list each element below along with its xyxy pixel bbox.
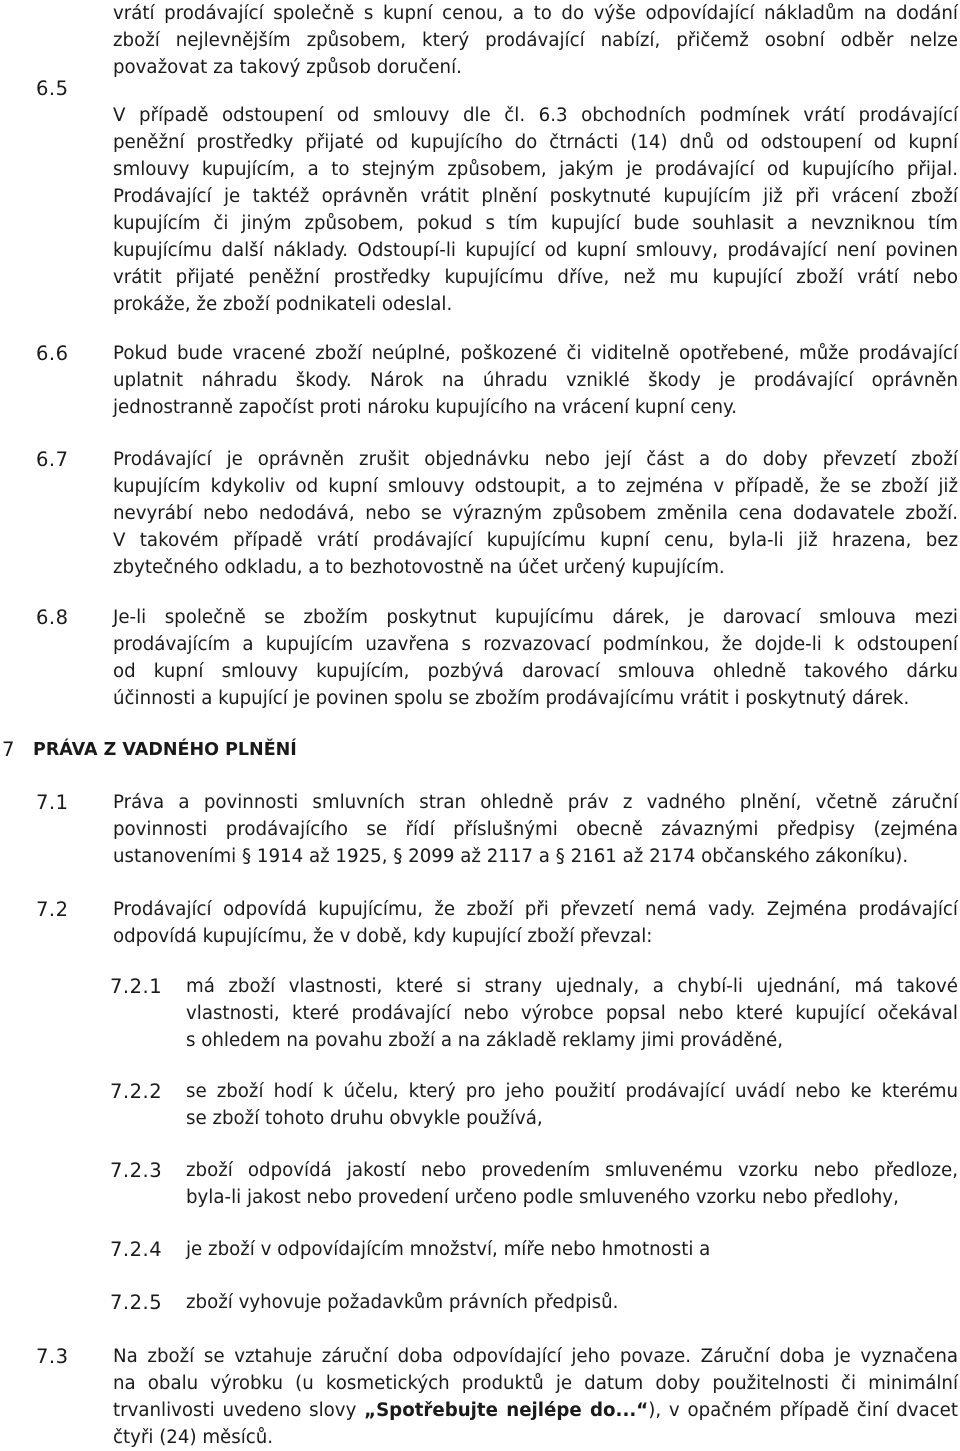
paragraph-7-3 [113,1343,958,1451]
text-line: povinnosti prodávajícího se řídí příslušnými obecně závaznými předpisy (zejména [113,819,958,840]
text-line: kupujícímu další náklady. Odstoupí-li kupující od kupní smlouvy, prodávající není povinen [113,240,958,261]
section-number: 6.8 [36,606,69,629]
subsection-number: 7.2.5 [110,1291,163,1314]
text-line: jednostranně započíst proti nároku kupujícího na vrácení kupní ceny. [113,397,738,418]
text-line: Prodávající odpovídá kupujícímu, že zboží při převzetí nemá vady. Zejména prodávající [113,899,958,920]
text-line: Pokud bude vracené zboží neúplné, poškozené či viditelně opotřebené, může prodávající [113,343,958,364]
text-line: prokáže, že zboží podnikateli odeslal. [113,294,453,315]
paragraph-6-8 [113,604,958,712]
text-line: nevyrábí nebo nedodává, nebo se výrazným způsobem změnila cena dodavatele zboží. [113,503,958,524]
text-line: je zboží v odpovídajícím množství, míře nebo hmotnosti a [186,1239,711,1260]
text-line: Na zboží se vztahuje záruční doba odpovídající jeho povaze. Záruční doba je vyznačena [113,1346,958,1367]
text-line: kupujícím či jiným způsobem, pokud s tím kupující bude souhlasit a nevzniknou tím [113,213,958,234]
text-line: se zboží tohoto druhu obvykle používá, [186,1108,543,1129]
section-number: 6.7 [36,448,69,471]
text-line: zboží vyhovuje požadavkům právních předpisů. [186,1292,619,1313]
text-line: prodávajícím a kupujícím uzavřena s rozvazovací podmínkou, že dojde-li k odstoupení [113,634,958,655]
bold-phrase: „Spotřebujte nejlépe do...“ [364,1400,649,1421]
text-line: Prodávající je taktéž oprávněn vrátit plnění poskytnuté kupujícím již při vrácení zboží [113,186,958,207]
text-line: byla-li jakost nebo provedení určeno podle smluveného vzorku nebo předlohy, [186,1187,899,1208]
text-line: kupujícím kdykoliv od kupní smlouvy odstoupit, a to zejména v případě, že se zboží již [113,476,958,497]
text-line: odpovídá kupujícímu, že v době, kdy kupující zboží převzal: [113,926,653,947]
paragraph-6-5 [113,102,958,318]
text-line: V takovém případě vrátí prodávající kupujícímu kupní cenu, byla-li již hrazena, bez [113,530,958,551]
text-line: peněžní prostředky přijaté od kupujícího do čtrnácti (14) dnů od odstoupení od kupní [113,132,958,153]
text-line: Práva a povinnosti smluvních stran ohledně práv z vadného plnění, včetně záruční [113,792,958,813]
text-line: má zboží vlastnosti, které si strany ujednaly, a chybí-li ujednání, má takové [186,976,958,997]
section-number: 7.1 [36,791,69,814]
text-line: V případě odstoupení od smlouvy dle čl. 6.3 obchodních podmínek vrátí prodávající [113,105,958,126]
paragraph-7-2-1 [186,973,958,1054]
text-line: na obalu výrobku (u kosmetických produktů je datum doby použitelnosti či minimální [113,1373,958,1394]
subsection-number: 7.2.3 [110,1159,163,1182]
section-number: 6.6 [36,342,69,365]
text-line: se zboží hodí k účelu, který pro jeho použití prodávající uvádí nebo ke kterému [186,1081,958,1102]
text-line: vrátí prodávající společně s kupní cenou, a to do výše odpovídající nákladům na dodání [113,3,958,24]
text-fragment: ), v opačném případě činí dvacet [648,1400,958,1421]
text-line: od kupní smlouvy kupujícím, pozbývá darovací smlouva ohledně takového dárku [113,661,958,682]
chapter-number: 7 [2,738,15,761]
text-line: považovat za takový způsob doručení. [113,57,462,78]
text-line: zbytečného odkladu, a to bezhotovostně na účet určený kupujícím. [113,557,725,578]
text-line: ustanoveními § 1914 až 1925, § 2099 až 2117 a § 2161 až 2174 občanského zákoníku). [113,846,909,867]
section-number: 6.5 [36,77,69,100]
section-number: 7.2 [36,898,69,921]
text-line: uplatnit náhradu škody. Nárok na úhradu vzniklé škody je prodávající oprávněn [113,370,958,391]
paragraph-6-6 [113,340,958,421]
section-number: 7.3 [36,1345,69,1368]
paragraph-6-4-continuation [113,0,958,81]
paragraph-7-1 [113,789,958,870]
paragraph-7-2 [113,896,958,950]
subsection-number: 7.2.4 [110,1238,163,1261]
text-line: vrátit přijaté peněžní prostředky kupujícímu dříve, než mu kupující zboží vrátí nebo [113,267,958,288]
paragraph-6-7 [113,446,958,581]
text-line: smlouvy kupujícím, a to stejným způsobem, jakým je prodávající od kupujícího přijal. [113,159,958,180]
subsection-number: 7.2.2 [110,1080,163,1103]
paragraph-7-2-3 [186,1157,958,1211]
text-line: s ohledem na povahu zboží a na základě reklamy jimi prováděné, [186,1030,783,1051]
text-line: čtyři (24) měsíců. [113,1427,274,1448]
subsection-number: 7.2.1 [110,975,163,998]
text-line [113,1397,958,1424]
text-line: zboží nejlevnějším způsobem, který prodávající nabízí, přičemž osobní odběr nelze [113,30,958,51]
text-line: vlastnosti, které prodávající nebo výrobce popsal nebo které kupující očekával [186,1003,958,1024]
text-fragment: trvanlivosti uvedeno slovy [113,1400,365,1421]
paragraph-7-2-5 [186,1289,958,1316]
paragraph-7-2-2 [186,1078,958,1132]
text-line: účinnosti a kupující je povinen spolu se zbožím prodávajícímu vrátit i poskytnutý dárek. [113,688,910,709]
chapter-heading: PRÁVA Z VADNÉHO PLNĚNÍ [33,740,297,760]
text-line: zboží odpovídá jakostí nebo provedením smluvenému vzorku nebo předloze, [186,1160,958,1181]
text-line: Prodávající je oprávněn zrušit objednávku nebo její část a do doby převzetí zboží [113,449,958,470]
paragraph-7-2-4 [186,1236,958,1263]
text-line: Je-li společně se zbožím poskytnut kupujícímu dárek, je darovací smlouva mezi [113,607,958,628]
